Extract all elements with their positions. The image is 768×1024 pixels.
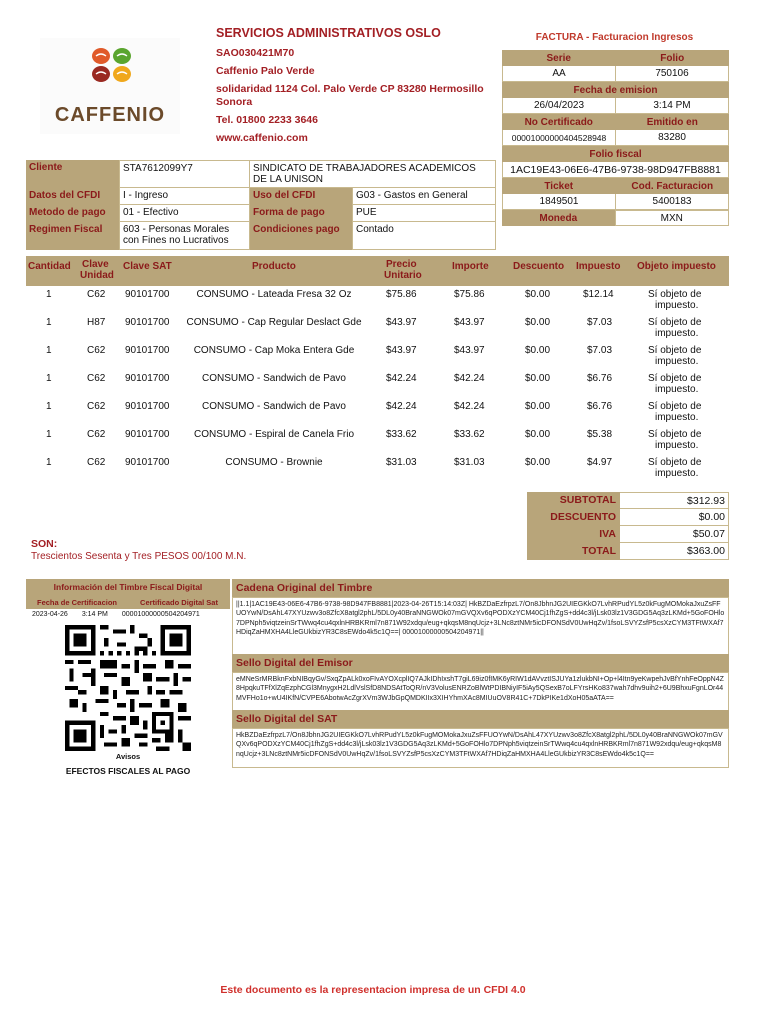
row-precio: $42.24 [386, 373, 417, 384]
row-producto: CONSUMO - Cap Regular Deslact Gde [186, 317, 362, 328]
sello-sat-text: HkBZDaEzfrpzL7/On8JbhnJG2UIEGKkO7LvhRPudYL5z0kFugMOMokaJxuZsFFUOYwN/DsAhL47XYUzwv3o8ZfcX8atgl2phL/5DL0y40BraNNGWOk07mGVQXv6qPODXzYCM40Cj1fhZgS+dd4c3l/jLsk03lz1V3GDG5Aq3zLKMd+5GoFOHlo7DPNph5viqtzeinSrTWwq4cu4qxlnHRBKRml7n871W92xdqu/eug+qkqsM8nqUcjz+3LNc8ztNMr5icDFONSdV0UwHqZv/1fsoLSVYZsfP5csXzCYM3TFtWXAf7HDiqZaHMXHA4LleGUkbizYR3C8sEWdo4k5c1Q== [232, 728, 729, 768]
logo-wordmark: CAFFENIO [54, 104, 166, 126]
invoice-header-grid [502, 50, 729, 226]
product-row [26, 398, 729, 426]
subtotal-label: SUBTOTAL [527, 492, 620, 509]
row-cantidad: 1 [46, 457, 52, 468]
son-label: SON: [31, 538, 58, 550]
row-objeto-2: impuesto. [655, 328, 699, 339]
col-objeto: Objeto impuesto [637, 261, 716, 272]
row-cantidad: 1 [46, 429, 52, 440]
row-unidad: C62 [87, 457, 106, 468]
iva-value: $50.07 [620, 526, 729, 543]
product-row [26, 454, 729, 482]
row-objeto-2: impuesto. [655, 440, 699, 451]
col-precio-2: Unitario [384, 270, 422, 281]
row-objeto-1: Sí objeto de [648, 429, 702, 440]
row-unidad: C62 [87, 289, 106, 300]
company-address: solidaridad 1124 Col. Palo Verde CP 83280 Hermosillo Sonora [216, 83, 484, 108]
row-descuento: $0.00 [525, 457, 551, 468]
row-cantidad: 1 [46, 345, 52, 356]
row-descuento: $0.00 [525, 345, 551, 356]
row-importe: $42.24 [454, 373, 485, 384]
col-descuento: Descuento [513, 261, 565, 272]
row-importe: $75.86 [454, 289, 485, 300]
row-clave-sat: 90101700 [125, 289, 170, 300]
timbre-subheader [26, 595, 230, 609]
row-objeto-1: Sí objeto de [648, 457, 702, 468]
sello-sat-title: Sello Digital del SAT [232, 710, 729, 728]
col-importe: Importe [452, 261, 489, 272]
col-producto: Producto [252, 261, 296, 272]
condiciones-pago-label: Condiciones pago [250, 222, 352, 250]
cadena-text: ||1.1|1AC19E43-06E6-47B6-9738-98D947FB8881|2023-04-26T15:14:03Z| HkBZDaEzfrpzL7/On8JbhnJG2UIEGKkO7LvhRPudYL5z0kFugMOMokaJxuZsFFUOYwN/DsAhL47XYUzwv3o8ZfcX8atgl2phL/5DL0y40BraNNGWOk07mGVQXv6qPODXzYCM40Cj1fhZgS+dd4c3l/jLsk03lz1V3GDG5Aq3zLKMd+5GoFOHlo7DPNph5viqtzeinSrTWwq4cu4qxlnHRBKRml7n871W92xdqu/eug+qkqsM8nqUcjz+3LNc8ztNMr5icDFONSdV0UwHqZv/1fsoLSVYZsfP5csXzCYM3TFtWXAf7HDiqZaHMXHA4LleGUkbizYR3C8sEWdo4k5c1Q==| 00001000000504204971|| [232, 597, 729, 655]
col-cantidad: Cantidad [28, 261, 71, 272]
product-row [26, 342, 729, 370]
row-precio: $42.24 [386, 401, 417, 412]
hora-value: 3:14 PM [616, 98, 729, 114]
company-name: SERVICIOS ADMINISTRATIVOS OSLO [216, 26, 441, 40]
timbre-title: Información del Timbre Fiscal Digital [26, 579, 230, 595]
row-descuento: $0.00 [525, 317, 551, 328]
client-info [26, 160, 496, 250]
fecha-cert-label: Fecha de Certificacion [36, 597, 118, 607]
row-unidad: C62 [87, 401, 106, 412]
row-importe: $43.97 [454, 345, 485, 356]
row-producto: CONSUMO - Espiral de Canela Frio [193, 429, 355, 440]
moneda-label: Moneda [502, 210, 615, 226]
row-clave-sat: 90101700 [125, 429, 170, 440]
col-clave-unidad-2: Unidad [80, 270, 114, 281]
row-clave-sat: 90101700 [125, 401, 170, 412]
row-objeto-2: impuesto. [655, 468, 699, 479]
product-row [26, 426, 729, 454]
col-impuesto: Impuesto [576, 261, 621, 272]
regimen-fiscal-value: 603 - Personas Morales con Fines no Lucrativos [119, 222, 250, 250]
sello-emisor-text: eMNeSrMRBknFxbNIBqyGv/SxqZpALk0xoFIvAYOXcplIQ7AJkIDhIxshT7giL69iz0fIMK6yRIW1dAVvztISJUYa1zlukbNI+Op+l4Itn9yeKwpehJvBfYnhFeOppN4Z8HpqkuTFfXlZqEzphCGl3MnygxH2LdlVslSfD8NDSAtToQR/nV3VolusENRZoBlWtPDIBNiyIF5iAy5QSexB7oLFYrsHKo837wah7dhv9uih2+6U9BhxuFgnLOr44MVFHo1o+wU4IKfN/CVPE6AbotwAcZgrXVm3WJbGpQMDKIIx3XIHYhmXAc8MIUuOV8R41C+7DkPIKe1dXoH05aATA== [232, 672, 729, 711]
row-precio: $31.03 [386, 457, 417, 468]
metodo-pago-value: 01 - Efectivo [119, 205, 250, 222]
row-cantidad: 1 [46, 317, 52, 328]
row-objeto-2: impuesto. [655, 412, 699, 423]
row-clave-sat: 90101700 [125, 317, 170, 328]
uso-cfdi-value: G03 - Gastos en General [352, 188, 496, 205]
cadena-title: Cadena Original del Timbre [232, 579, 729, 597]
product-row [26, 286, 729, 314]
efectos-fiscales: EFECTOS FISCALES AL PAGO [65, 766, 191, 776]
row-objeto-1: Sí objeto de [648, 373, 702, 384]
company-info [216, 27, 506, 150]
avisos-label: Avisos [115, 752, 141, 761]
emitido-label: Emitido en [646, 116, 698, 128]
invoice-title: FACTURA - Facturacion Ingresos [535, 32, 694, 43]
row-impuesto: $7.03 [587, 317, 613, 328]
row-importe: $43.97 [454, 317, 485, 328]
row-objeto-2: impuesto. [655, 384, 699, 395]
row-cantidad: 1 [46, 373, 52, 384]
fecha-label: Fecha de emision [502, 82, 729, 98]
row-unidad: C62 [87, 345, 106, 356]
row-producto: CONSUMO - Sandwich de Pavo [202, 401, 346, 412]
fecha-value: 26/04/2023 [502, 98, 616, 114]
row-descuento: $0.00 [525, 401, 551, 412]
metodo-pago-label: Metodo de pago [26, 205, 119, 222]
serie-label: Serie [546, 52, 571, 64]
row-impuesto: $5.38 [587, 429, 613, 440]
row-precio: $43.97 [386, 345, 417, 356]
row-objeto-1: Sí objeto de [648, 345, 702, 356]
row-producto: CONSUMO - Cap Moka Entera Gde [193, 345, 355, 356]
caffenio-logo [40, 38, 180, 134]
company-phone: Tel. 01800 2233 3646 [216, 114, 318, 126]
company-branch: Caffenio Palo Verde [216, 65, 315, 77]
total-value: $363.00 [620, 543, 729, 560]
datos-cfdi-value: I - Ingreso [119, 188, 250, 205]
forma-pago-label: Forma de pago [250, 205, 352, 222]
timbre-fecha: 2023-04-26 [32, 611, 68, 618]
row-impuesto: $6.76 [587, 401, 613, 412]
row-unidad: H87 [87, 317, 106, 328]
qr-code-icon [59, 625, 197, 751]
row-impuesto: $6.76 [587, 373, 613, 384]
col-precio-1: Precio [386, 259, 417, 270]
total-label: TOTAL [527, 543, 620, 560]
row-objeto-1: Sí objeto de [648, 289, 702, 300]
row-objeto-2: impuesto. [655, 300, 699, 311]
company-rfc: SAO030421M70 [216, 47, 295, 59]
row-importe: $42.24 [454, 401, 485, 412]
row-descuento: $0.00 [525, 429, 551, 440]
datos-cfdi-label: Datos del CFDI [26, 188, 119, 205]
row-producto: CONSUMO - Lateada Fresa 32 Oz [196, 289, 352, 300]
serie-value: AA [502, 66, 616, 82]
folio-label: Folio [660, 52, 685, 64]
row-descuento: $0.00 [525, 289, 551, 300]
regimen-fiscal-label: Regimen Fiscal [26, 222, 119, 250]
folio-fiscal-value: 1AC19E43-06E6-47B6-9738-98D947FB8881 [502, 162, 729, 178]
condiciones-pago-value: Contado [352, 222, 496, 250]
subtotal-value: $312.93 [620, 492, 729, 509]
ticket-label: Ticket [544, 180, 574, 192]
row-precio: $75.86 [386, 289, 417, 300]
sello-emisor-title: Sello Digital del Emisor [232, 654, 729, 672]
footer-note: Este documento es la representacion impresa de un CFDI 4.0 [220, 984, 526, 996]
row-clave-sat: 90101700 [125, 457, 170, 468]
row-clave-sat: 90101700 [125, 345, 170, 356]
col-clave-unidad-1: Clave [82, 259, 109, 270]
row-importe: $33.62 [454, 429, 485, 440]
descuento-value: $0.00 [620, 509, 729, 526]
forma-pago-value: PUE [352, 205, 496, 222]
cod-fact-value: 5400183 [616, 194, 729, 210]
row-cantidad: 1 [46, 401, 52, 412]
row-producto: CONSUMO - Brownie [225, 457, 323, 468]
descuento-label: DESCUENTO [527, 509, 620, 526]
uso-cfdi-label: Uso del CFDI [250, 188, 352, 205]
cliente-label: Cliente [26, 160, 119, 188]
moneda-value: MXN [615, 210, 730, 226]
row-clave-sat: 90101700 [125, 373, 170, 384]
amount-in-words: Trescientos Sesenta y Tres PESOS 00/100 M.N. [31, 551, 247, 562]
ticket-value: 1849501 [502, 194, 616, 210]
product-row [26, 314, 729, 342]
folio-fiscal-label: Folio fiscal [502, 146, 729, 162]
col-clave-sat: Clave SAT [123, 261, 172, 272]
products-table-header [26, 256, 729, 286]
row-producto: CONSUMO - Sandwich de Pavo [202, 373, 346, 384]
product-row [26, 370, 729, 398]
company-web: www.caffenio.com [216, 132, 308, 144]
no-cert-label: No Certificado [524, 116, 593, 128]
row-impuesto: $7.03 [587, 345, 613, 356]
row-descuento: $0.00 [525, 373, 551, 384]
emitido-value: 83280 [616, 130, 729, 146]
cliente-rfc: STA7612099Y7 [119, 160, 250, 188]
row-unidad: C62 [87, 373, 106, 384]
cert-sat-label: Certificado Digital Sat [140, 597, 218, 607]
row-impuesto: $12.14 [583, 289, 614, 300]
row-unidad: C62 [87, 429, 106, 440]
row-precio: $33.62 [386, 429, 417, 440]
timbre-hora: 3:14 PM [81, 611, 108, 618]
coffee-beans-icon [90, 46, 134, 98]
row-objeto-1: Sí objeto de [648, 401, 702, 412]
timbre-cert-sat: 00001000000504204971 [121, 611, 200, 618]
totals-box [527, 492, 729, 560]
no-cert-value: 00001000000404528948 [502, 130, 616, 146]
cod-fact-label: Cod. Facturacion [631, 180, 714, 192]
folio-value: 750106 [616, 66, 729, 82]
row-precio: $43.97 [386, 317, 417, 328]
cliente-name: SINDICATO DE TRABAJADORES ACADEMICOS DE LA UNISON [250, 160, 496, 188]
iva-label: IVA [527, 526, 620, 543]
row-cantidad: 1 [46, 289, 52, 300]
row-impuesto: $4.97 [587, 457, 613, 468]
row-objeto-1: Sí objeto de [648, 317, 702, 328]
row-objeto-2: impuesto. [655, 356, 699, 367]
row-importe: $31.03 [454, 457, 485, 468]
timbre-values [26, 611, 230, 618]
